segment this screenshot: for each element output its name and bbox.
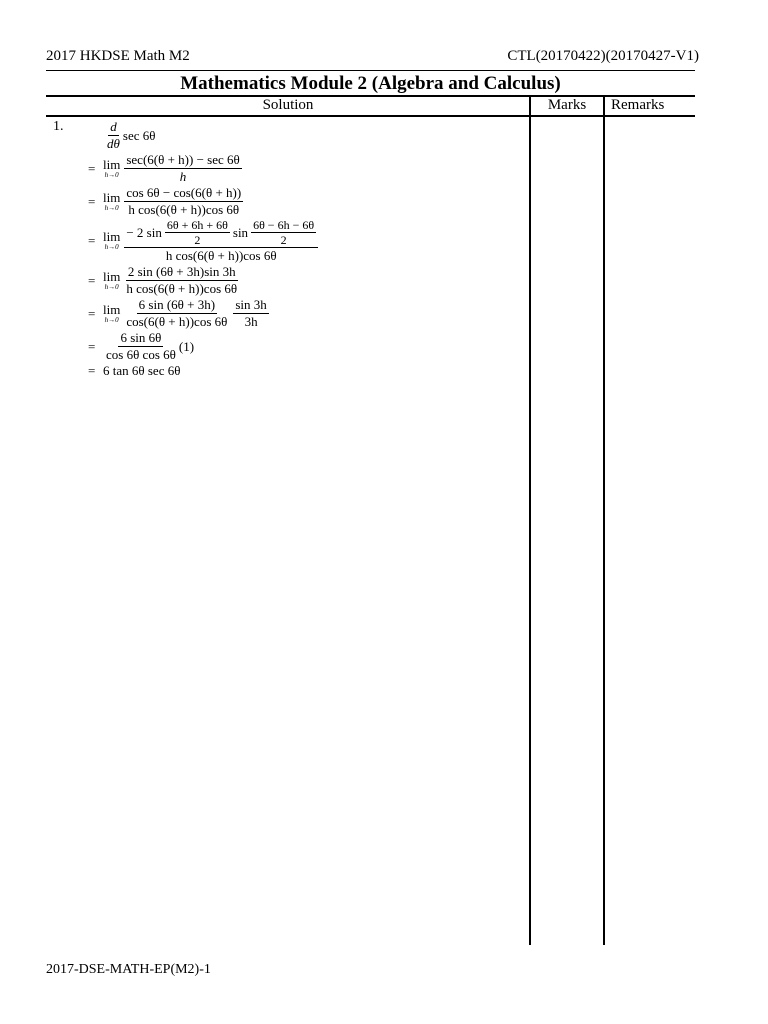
solution-block [88, 119, 319, 379]
column-remarks: Remarks [611, 97, 665, 113]
solution-line-5: = lim h→0 $\frac{6 \sin (6\theta + 3h)}{\cos(6(\theta + h))\cos 6\theta}$ $\frac{\sin 3h}{3h}$ [88, 297, 267, 329]
marks-column-divider [529, 97, 531, 945]
limit-operator: lim h→0 [103, 301, 121, 324]
header-right: CTL(20170422)(20170427-V1) [507, 48, 699, 64]
solution-line-4: = lim h→0 $\frac{2 \sin (6\theta + 3h)\sin 3h}{\text{h cos(6(θ + h))cos 6θ}}$ [88, 264, 238, 296]
header-rule [46, 70, 695, 71]
question-number: 1. [53, 119, 64, 134]
header-left: 2017 HKDSE Math M2 [46, 48, 190, 64]
solution-line-3: = lim h→0 − 2 sin $\frac{6\theta + 6h + 6\theta}{2}$ sin $\frac{6\theta - 6h - 6\theta}{2}$ h cos(6(θ + h))cos 6θ [88, 218, 319, 264]
column-marks: Marks [547, 97, 587, 113]
solution-line-0: $\frac{d}{d\theta}$ sec 6θ [107, 119, 156, 151]
solution-line-1: = lim h→0 $\frac{\sec(6(\theta + h)) - \sec 6\theta}{h}$ [88, 152, 240, 184]
page-footer: 2017-DSE-MATH-EP(M2)-1 [46, 962, 211, 977]
table-header-rule [46, 115, 695, 117]
limit-operator: lim h→0 [103, 229, 121, 251]
column-solution: Solution [262, 97, 314, 113]
limit-operator: lim h→0 [103, 189, 121, 212]
solution-line-2: = lim h→0 $\frac{\cos 6\theta - \cos(6(\theta + h))}{\text{h cos(6(θ + h))cos 6θ}}$ [88, 185, 242, 217]
page-title: Mathematics Module 2 (Algebra and Calculus) [180, 73, 561, 94]
limit-operator: lim h→0 [103, 156, 121, 179]
remarks-column-divider [603, 97, 605, 945]
derivative-operator: $\frac{d}{d\theta}$ [107, 119, 120, 151]
limit-operator: lim h→0 [103, 268, 121, 291]
solution-line-7: = 6 tan 6θ sec 6θ [88, 363, 181, 378]
solution-line-6: = $\frac{6 \sin 6\theta}{\text{cos 6θ cos 6θ}}$ (1) [88, 330, 195, 362]
